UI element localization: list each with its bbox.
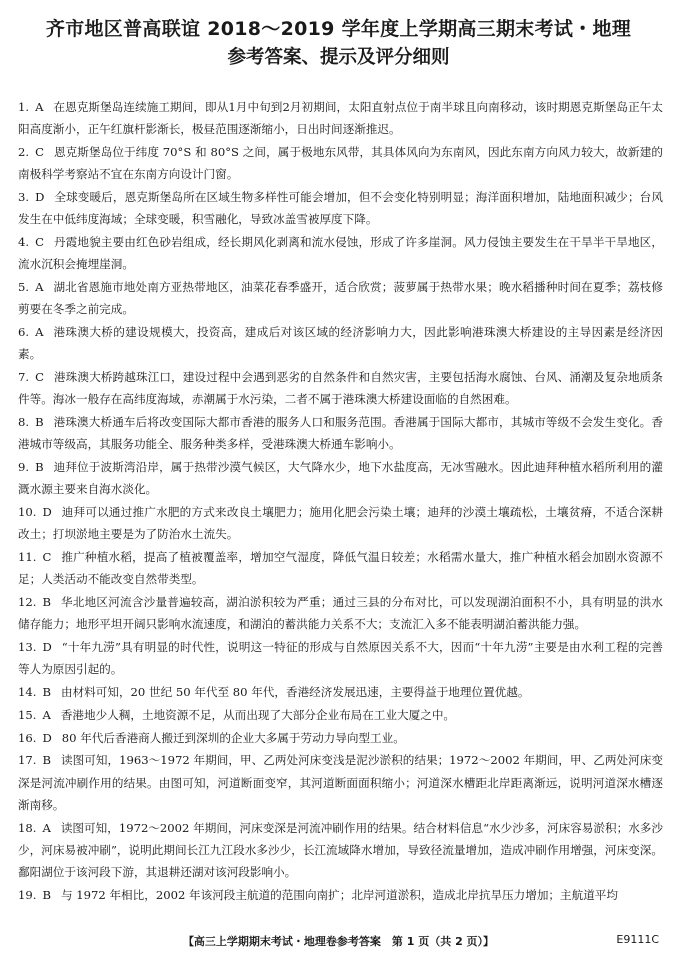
answer-number: [18, 884, 57, 906]
page-subtitle: 参考答案、提示及评分细则: [227, 47, 450, 68]
answer-number: [18, 96, 49, 118]
answer-choice: A: [35, 280, 44, 294]
answer-item: [18, 704, 663, 726]
answer-explanation: 港珠澳大桥通车后将改变国际大都市香港的服务人口和服务范围。香港属于国际大都市，其城市等级不会发生变化。香港城市等级高，其服务功能全、服务种类多样，受港珠澳大桥通车影响小。: [18, 415, 663, 452]
answer-choice: D: [42, 640, 52, 654]
answer-explanation: 迪拜可以通过推广水肥的方式来改良土壤肥力；施用化肥会污染土壤；迪拜的沙漠土壤疏松，土壤贫瘠，不适合深耕改土；打坝淤地主要是为了防治水土流失。: [18, 505, 663, 542]
answer-number: [18, 276, 49, 298]
answer-number: [18, 727, 58, 749]
answer-choice: A: [42, 820, 51, 835]
answer-number: [18, 321, 49, 343]
answer-choice: D: [35, 190, 45, 204]
footer-page-info: 【高三上学期期末考试・地理卷参考答案 第 1 页（共 2 页）】: [182, 935, 495, 948]
question-number: 15.: [18, 707, 37, 722]
answer-explanation: 由材料可知，20 世纪 50 年代至 80 年代，香港经济发展迅速，主要得益于地理位置优越。: [60, 685, 530, 699]
answer-item: [18, 636, 663, 680]
answer-number: [18, 456, 50, 478]
question-number: 11.: [18, 550, 37, 564]
answer-explanation: 迪拜位于波斯湾沿岸，属于热带沙漠气候区，大气降水少，地下水盐度高，无冰雪融水。因此迪拜种植水稻所利用的灌溉水源主要来自海水淡化。: [18, 460, 663, 497]
answer-number: [18, 366, 50, 388]
answer-item: [18, 749, 663, 816]
answer-choice: A: [35, 325, 44, 339]
answer-explanation: 华北地区河流含沙量普遍较高，湖泊淤积较为严重；通过三县的分布对比，可以发现湖泊面积不小，具有明显的洪水储存能力；地形平坦开阔只影响水流速度，和湖泊的蓄洪能力关系不大；支流汇入多不能表明湖泊蓄洪能力强。: [18, 595, 663, 632]
answer-item: [18, 591, 663, 635]
question-number: 12.: [18, 595, 37, 609]
answer-explanation: 湖北省恩施市地处南方亚热带地区，油菜花春季盛开，适合欣赏；菠萝属于热带水果；晚水稻播种时间在夏季；荔枝修剪要在冬季之前完成。: [18, 280, 663, 317]
answer-choice: B: [35, 460, 44, 474]
answer-choice: C: [42, 550, 52, 564]
answer-number: [18, 411, 50, 433]
question-number: 10.: [18, 505, 37, 519]
question-number: 18.: [18, 820, 37, 835]
answer-item: [18, 276, 663, 320]
answer-choice: C: [35, 370, 44, 384]
answer-number: [18, 231, 50, 253]
answer-choice: A: [35, 100, 44, 114]
answer-explanation: 读图可知，1972～2002 年期间，河床变深是河流冲刷作用的结果。结合材料信息“水少沙多，河床容易淤积；水多沙少，河床易被冲刷”，说明此期间长江九江段水多沙少，长江流域降水增加，导致径流量增加，造成冲刷作用增强，河床变深。鄱阳湖位于该河段下游，其退耕还湖对该河段影响小。: [18, 820, 663, 879]
answer-item: [18, 546, 663, 590]
answer-number: [18, 141, 50, 163]
answer-item: [18, 321, 663, 365]
answer-item: [18, 681, 663, 703]
question-number: 4.: [18, 235, 30, 249]
answer-choice: C: [35, 145, 44, 159]
question-number: 1.: [18, 100, 30, 114]
question-number: 19.: [18, 887, 37, 902]
answer-explanation: 全球变暖后，恩克斯堡岛所在区域生物多样性可能会增加，但不会变化特别明显；海洋面积增加，陆地面积减少；台风发生在中低纬度海域；全球变暖，积雪融化，导致冰盖雪被厚度下降。: [18, 190, 663, 227]
question-number: 5.: [18, 280, 30, 294]
answer-explanation: 香港地少人稠，土地资源不足，从而出现了大部分企业布局在工业大厦之中。: [60, 707, 456, 722]
answer-choice: B: [42, 595, 51, 609]
answer-explanation: “十年九涝”具有明显的时代性，说明这一特征的形成与自然原因关系不大，因而“十年九涝”主要是由水利工程的完善等人为原因引起的。: [18, 640, 663, 677]
answer-item: [18, 141, 663, 185]
footer-paper-code: E9111C: [616, 933, 659, 946]
answer-explanation: 与 1972 年相比，2002 年该河段主航道的范围向南扩；北岸河道淤积，造成北岸抗旱压力增加；主航道平均: [60, 887, 618, 902]
answer-number: [18, 749, 57, 771]
answer-number: [18, 186, 50, 208]
question-number: 14.: [18, 685, 37, 699]
answer-item: [18, 817, 663, 884]
question-number: 13.: [18, 640, 37, 654]
answer-number: [18, 636, 58, 658]
answer-choice: B: [42, 753, 51, 768]
answer-item: [18, 231, 663, 275]
answer-number: [18, 591, 57, 613]
answer-explanation: 港珠澳大桥的建设规模大，投资高，建成后对该区域的经济影响力大，因此影响港珠澳大桥建设的主导因素是经济因素。: [18, 325, 663, 362]
question-number: 17.: [18, 753, 37, 768]
answer-explanation: 读图可知，1963～1972 年期间，甲、乙两处河床变浅是泥沙淤积的结果；1972～2002 年期间，甲、乙两处河床变深是河流冲刷作用的结果。由图可知，河道断面变窄，其河道断面面积缩小；河道深水槽距北岸距离渐远，说明河道深水槽逐渐南移。: [18, 753, 663, 812]
answer-item: [18, 366, 663, 410]
answer-number: [18, 704, 57, 726]
answer-choice: D: [42, 730, 52, 745]
answer-item: [18, 501, 663, 545]
answer-item: [18, 186, 663, 230]
answer-choice: B: [42, 887, 51, 902]
answer-list: [18, 96, 663, 907]
answer-explanation: 港珠澳大桥跨越珠江口，建设过程中会遇到恶劣的自然条件和自然灾害，主要包括海水腐蚀、台风、涌潮及复杂地质条件等。海冰一般存在高纬度海域，赤潮属于水污染，二者不属于港珠澳大桥建设面临的自然困难。: [18, 370, 663, 407]
page-footer: [0, 933, 677, 953]
answer-item: [18, 96, 663, 140]
answer-item: [18, 727, 663, 749]
answer-number: [18, 501, 58, 523]
answer-explanation: 在恩克斯堡岛连续施工期间，即从1月中旬到2月初期间，太阳直射点位于南半球且向南移动，该时期恩克斯堡岛正午太阳高度渐小，正午红旗杆影渐长，极昼范围逐渐缩小，日出时间逐渐推迟。: [18, 100, 663, 137]
answer-choice: B: [42, 685, 51, 699]
page-title: 齐市地区普高联谊 2018～2019 学年度上学期高三期末考试・地理: [45, 18, 632, 40]
answer-item: [18, 884, 663, 906]
answer-explanation: 推广种植水稻，提高了植被覆盖率，增加空气湿度，降低气温日较差；水稻需水量大，推广种植水稻会加剧水资源不足；人类活动不能改变自然带类型。: [18, 550, 663, 587]
answer-item: [18, 456, 663, 500]
answer-number: [18, 546, 57, 568]
answer-choice: B: [35, 415, 44, 429]
answer-number: [18, 817, 57, 839]
answer-choice: C: [35, 235, 44, 249]
question-number: 7.: [18, 370, 30, 384]
answer-choice: A: [42, 707, 51, 722]
question-number: 6.: [18, 325, 30, 339]
answer-explanation: 80 年代后香港商人搬迁到深圳的企业大多属于劳动力导向型工业。: [61, 730, 405, 745]
answer-explanation: 恩克斯堡岛位于纬度 70°S 和 80°S 之间，属于极地东风带，其具体风向为东南风，因此东南方向风力较大，故新建的南极科学考察站不宜在东南方向设计门窗。: [18, 145, 663, 182]
question-number: 9.: [18, 460, 30, 474]
question-number: 8.: [18, 415, 30, 429]
question-number: 3.: [18, 190, 30, 204]
answer-item: [18, 411, 663, 455]
question-number: 16.: [18, 730, 37, 745]
answer-explanation: 丹霞地貌主要由红色砂岩组成，经长期风化剥离和流水侵蚀，形成了许多崖洞。风力侵蚀主要发生在干旱半干旱地区，流水沉积会掩埋崖洞。: [18, 235, 663, 272]
answer-choice: D: [42, 505, 52, 519]
question-number: 2.: [18, 145, 30, 159]
answer-number: [18, 681, 57, 703]
